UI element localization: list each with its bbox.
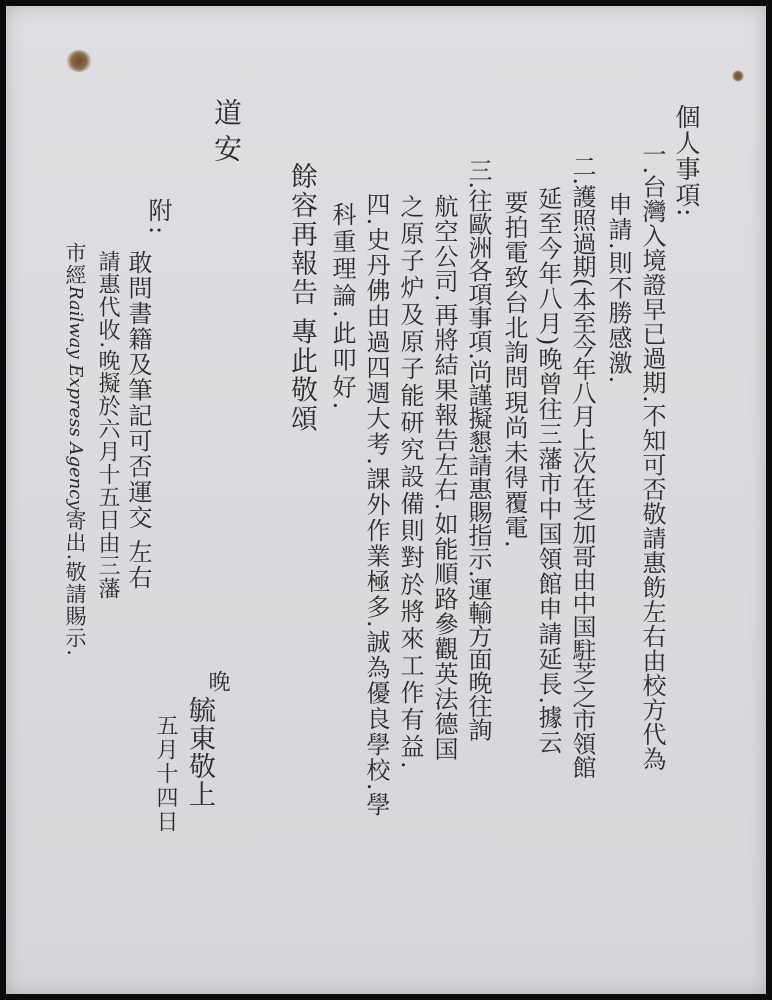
item2-line2: 延至今年八月)晚曾往三藩市中国領館申請延長.據云 [534,186,562,755]
item2-line1: 二.護照過期(本至今年八月上次在芝加哥由中国駐芝之市領館 [568,154,596,779]
attachment-line2: 請惠代收.晚擬於六月十五日由三藩 [95,250,120,600]
item4-line2: 科重理論.此叩好. [328,202,356,413]
closing-line: 餘容再報告 專此敬頌 [286,162,317,434]
attachment-line3-start: 市經 [63,242,87,286]
item3-line3: 之原子炉及原子能研究設備則對於將來工作有益. [396,194,424,772]
attachment-line1: 敢問書籍及筆記可否運交 左右 [124,250,152,591]
item4-line1: 四.史丹佛由過四週大考.課外作業極多.誠為優良學校.學 [362,192,390,818]
attachment-line3 [64,242,85,657]
attachment-label: 附: [144,198,172,239]
stain-spot [66,50,92,72]
attachment-line3-end: 寄出.敬請賜示. [63,509,87,657]
item3-line2: 航空公司.再將結果報告左右.如能順路參觀英法德国 [430,194,458,762]
letter-page [6,6,766,994]
letter-heading: 個人事項: [672,104,701,218]
salutation: 道安 [210,98,243,170]
stain-spot [732,70,744,82]
signature-date: 五月十四日 [153,714,178,834]
signature-name: 毓東敬上 [184,696,215,808]
item3-line1: 三.往歐洲各項事項.尚謹擬懇請惠賜指示.運輸方面晚往詢 [464,158,492,741]
signature-prefix: 晚 [205,670,230,693]
attachment-line3-agency: Railway Express Agency [65,286,86,510]
item2-line3: 要拍電致台北詢問現尚未得覆電. [500,190,528,549]
item1-line2: 申請.則不勝感激. [604,192,632,385]
item1-line1: 一.台灣入境證早已過期.不知可否敬請惠飭左右由校方代為 [638,142,666,771]
